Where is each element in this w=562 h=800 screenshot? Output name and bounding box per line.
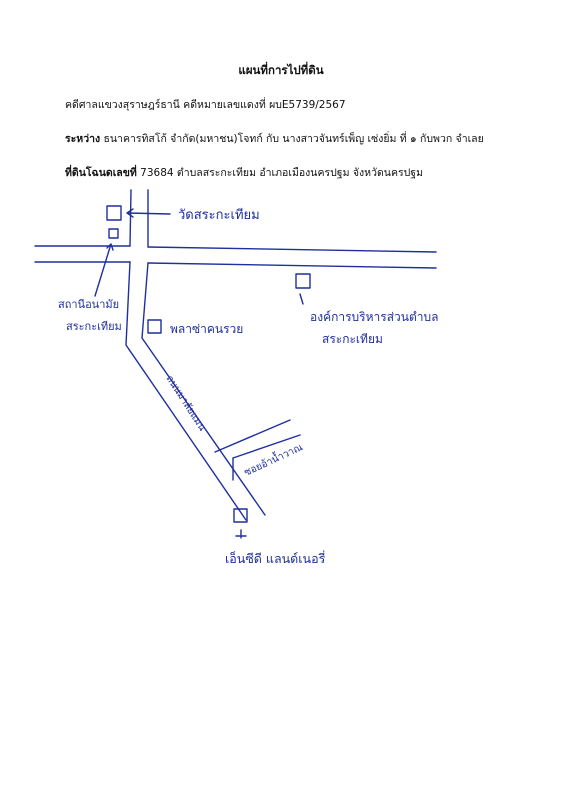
road-label: ถนนมาลัยแมน [163, 373, 208, 434]
land-title-text: 73684 ตำบลสระกะเทียม อำเภอเมืองนครปฐม จังหวัดนครปฐม [136, 167, 423, 179]
health-center-arrow [95, 244, 113, 296]
parties-label: ระหว่าง [65, 133, 101, 145]
page-title: แผนที่การไปที่ดิน [238, 63, 324, 77]
health-center-label: สถานีอนามัย [58, 298, 120, 311]
tambon-office-label: องค์การบริหารส่วนตำบล [310, 310, 439, 324]
plaza-marker [148, 320, 161, 333]
temple-label: วัดสระกะเทียม [178, 208, 260, 223]
plaza-label: พลาซ่าคนรวย [170, 322, 244, 336]
land-title-label: ที่ดินโฉนดเลขที่ [65, 167, 137, 179]
diagonal-road-west-edge [126, 262, 246, 520]
soi-label: ซอยอ้าน้ำวาณ [242, 442, 305, 479]
destination-pointer [236, 530, 246, 538]
health-center-marker [109, 229, 118, 238]
destination-label: เอ็นซีดี แลนด์เนอรี่ [225, 551, 326, 566]
north-road-west-edge [130, 190, 131, 246]
case-number-line: คดีศาลแขวงสุราษฎร์ธานี คดีหมายเลขแดงที่ ผบE5739/2567 [65, 99, 346, 111]
health-center-label-2: สระกะเทียม [66, 320, 122, 333]
tambon-office-marker [296, 274, 310, 288]
main-road-top-edge [35, 246, 436, 252]
tambon-office-label-2: สระกะเทียม [322, 332, 383, 346]
main-road-bottom-edge [35, 262, 436, 268]
tambon-office-pointer [300, 294, 303, 304]
temple-marker [107, 206, 121, 220]
parties-text: ธนาคารทิสโก้ จำกัด(มหาชน)โจทก์ กับ นางสาวจันทร์เพ็ญ เซ่งยิ่ม ที่ ๑ กับพวก จำเลย [100, 133, 484, 145]
soi-road-top-edge [215, 420, 290, 452]
